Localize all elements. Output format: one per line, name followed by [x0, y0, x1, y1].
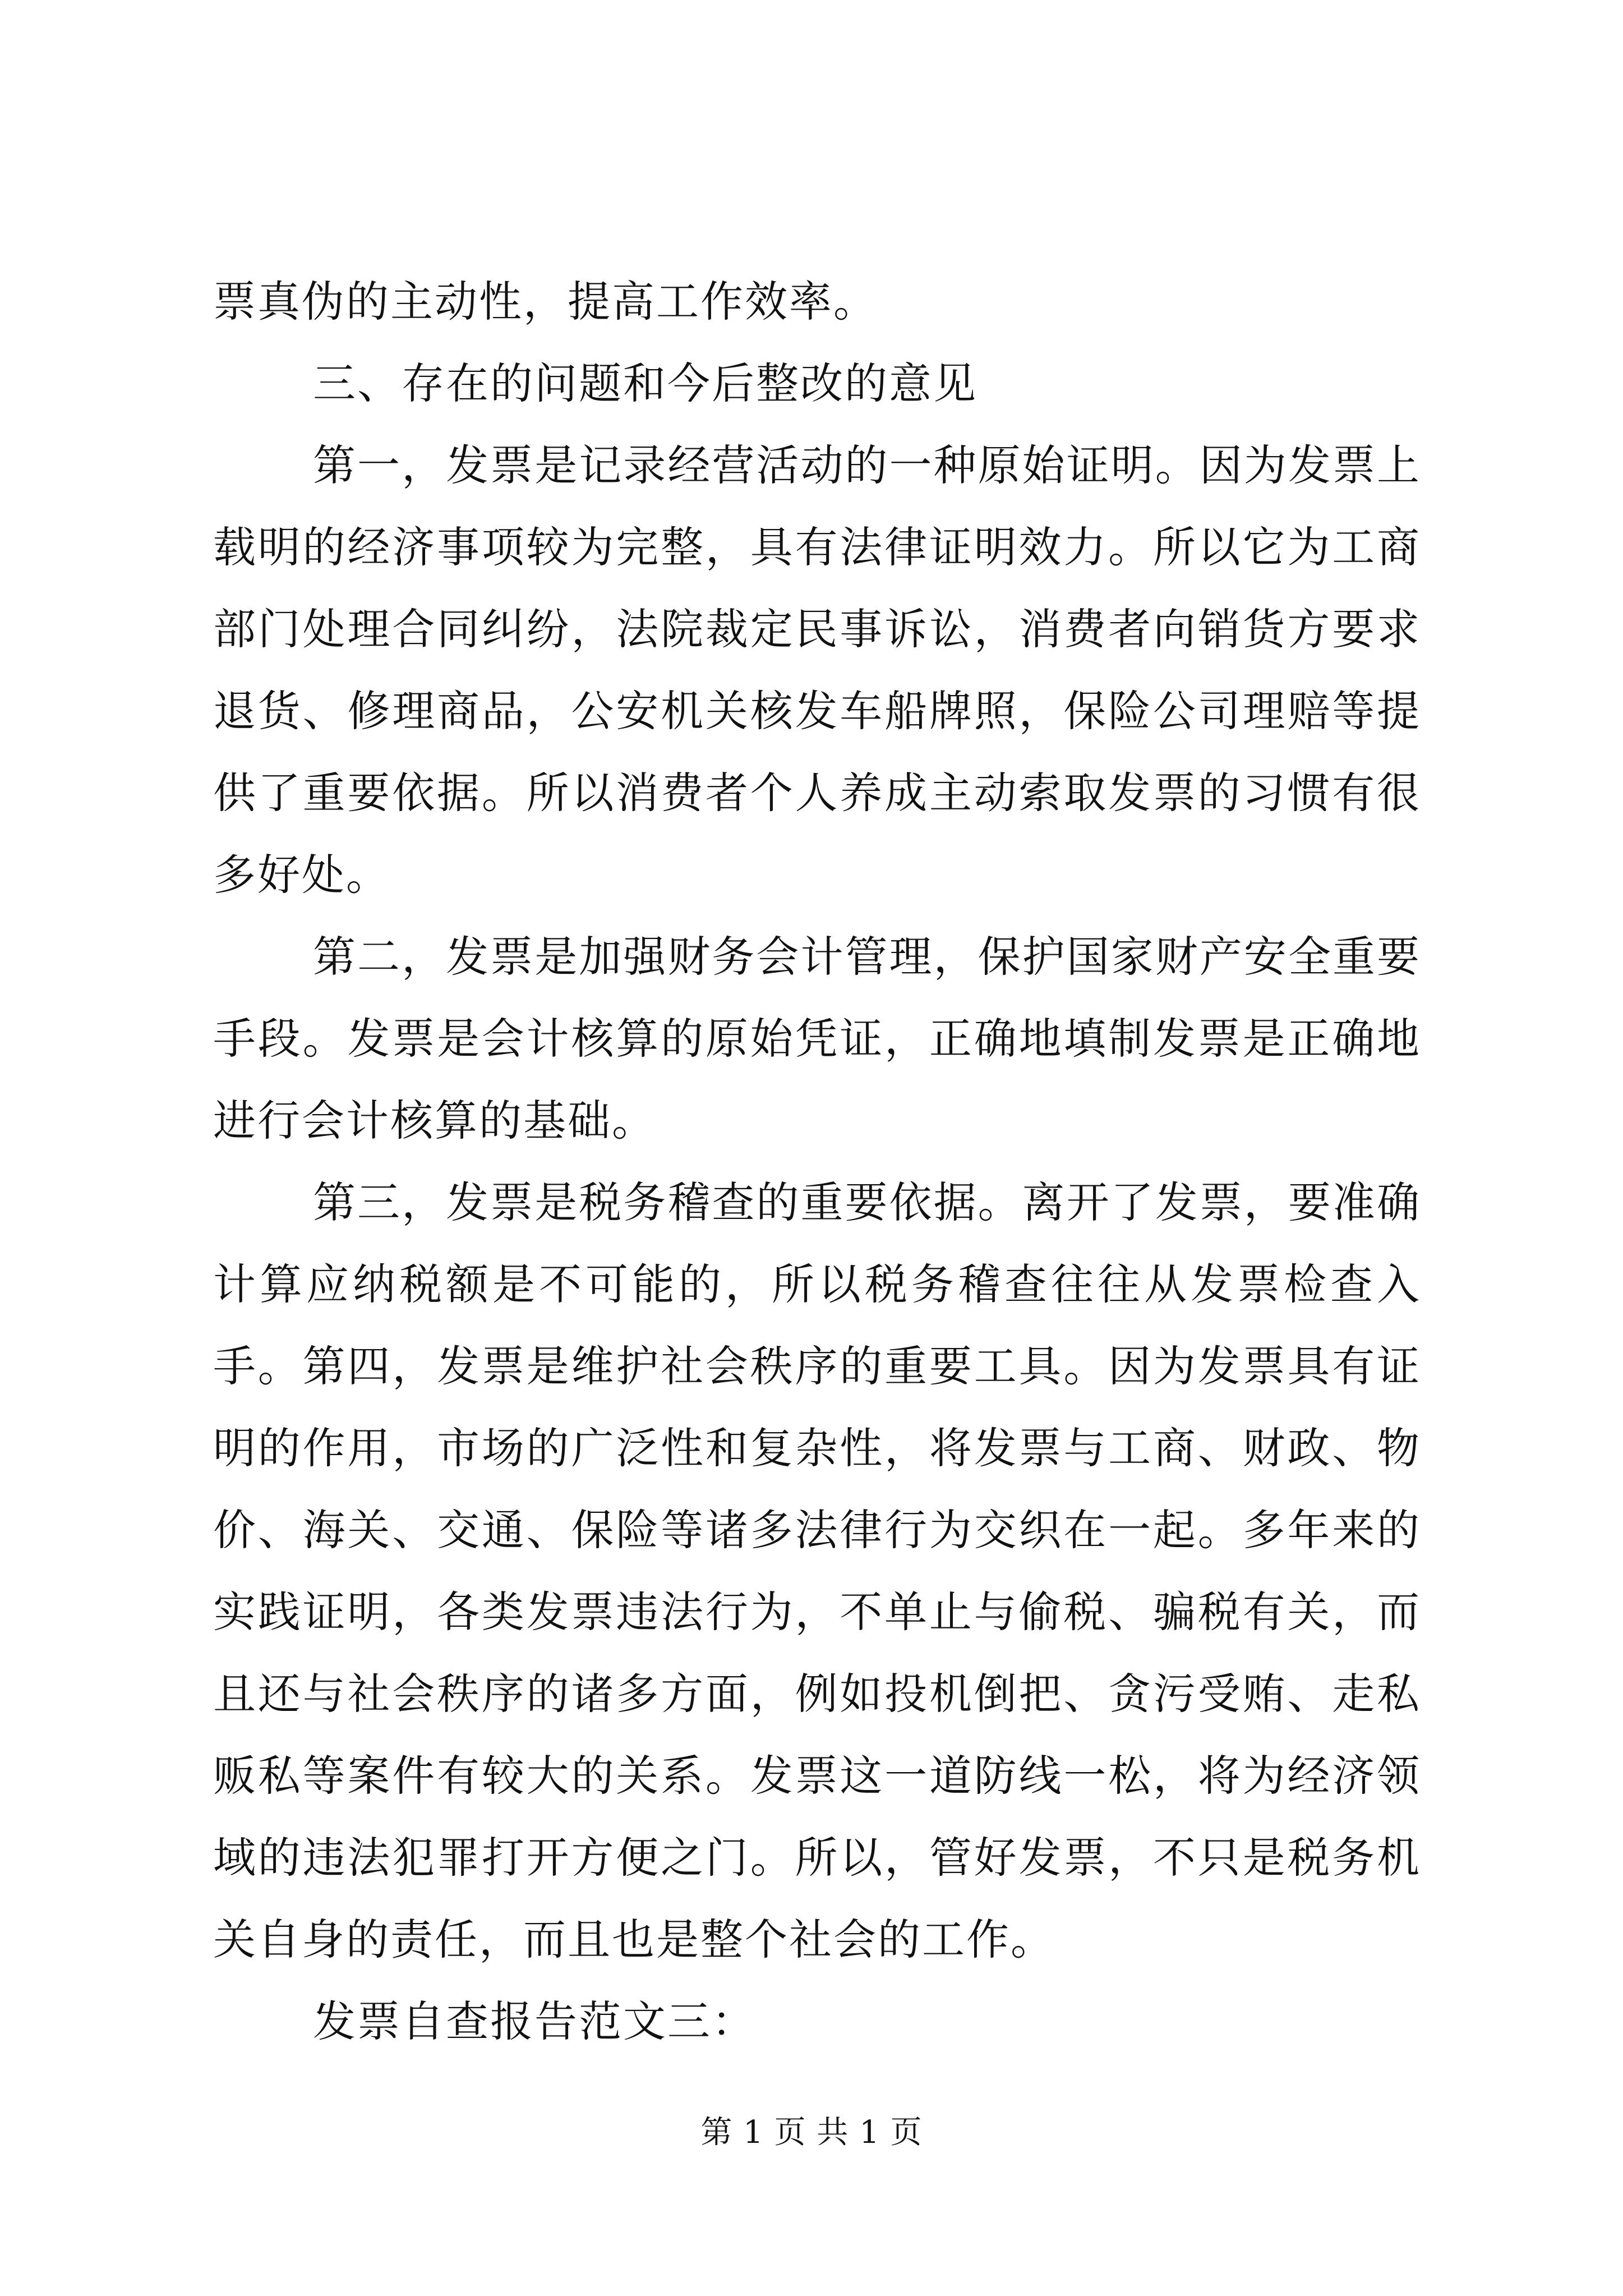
sample-heading: 发票自查报告范文三： [313, 1996, 756, 2046]
paragraph-continuation: 票真伪的主动性，提高工作效率。 [213, 277, 878, 326]
section-heading: 三、存在的问题和今后整改的意见 [313, 358, 978, 408]
paragraph-second-point: 第二，发票是加强财务会计管理，保护国家财产安全重要手段。发票是会计核算的原始凭证，正确地填制发票是正确地进行会计核算的基础。 [213, 932, 1421, 1145]
paragraph-third-point: 第三，发票是税务稽查的重要依据。离开了发票，要准确计算应纳税额是不可能的，所以税务稽查往往从发票检查入手。第四，发票是维护社会秩序的重要工具。因为发票具有证明的作用，市场的广泛性和复杂性，将发票与工商、财政、物价、海关、交通、保险等诸多法律行为交织在一起。多年来的实践证明，各类发票违法行为，不单止与偷税、骗税有关，而且还与社会秩序的诸多方面，例如投机倒把、贪污受贿、走私贩私等案件有较大的关系。发票这一道防线一松，将为经济领域的违法犯罪打开方便之门。所以，管好发票，不只是税务机关自身的责任，而且也是整个社会的工作。 [213, 1177, 1421, 1964]
document-body [213, 261, 1421, 2063]
paragraph-first-point: 第一，发票是记录经营活动的一种原始证明。因为发票上载明的经济事项较为完整，具有法律证明效力。所以它为工商部门处理合同纠纷，法院裁定民事诉讼，消费者向销货方要求退货、修理商品，公安机关核发车船牌照，保险公司理赔等提供了重要依据。所以消费者个人养成主动索取发票的习惯有很多好处。 [213, 440, 1421, 900]
page-number-footer: 第 1 页 共 1 页 [700, 2114, 923, 2151]
